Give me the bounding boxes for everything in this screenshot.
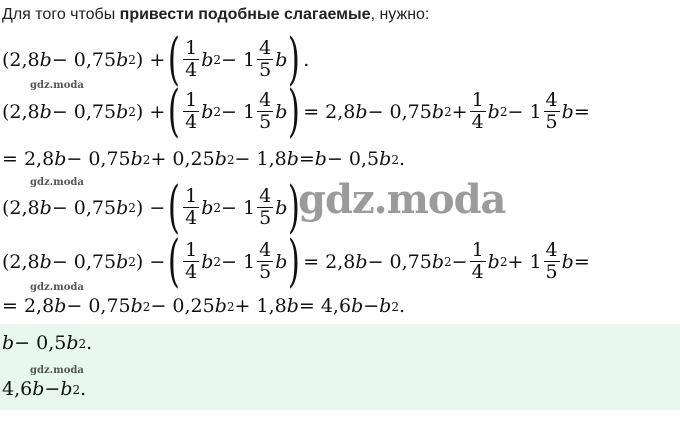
term: = 2,8 xyxy=(303,250,356,273)
fraction xyxy=(183,238,199,284)
term: − 0,75 xyxy=(51,48,117,71)
denominator: 4 xyxy=(471,110,484,133)
denominator: 5 xyxy=(545,260,558,283)
term: − 1 xyxy=(507,100,542,123)
numerator: 4 xyxy=(259,184,272,207)
fraction xyxy=(183,184,199,230)
term: . xyxy=(303,48,310,71)
expression-line-5: (2,8 b − 0,75 b 2 ) − ( $\frac{1}{4}$ b 2 − 1 $\frac{4}{5}$ b ) = 2,8 b − 0,75 b 2 − $\frac{1}{4}$ b 2 + 1 $\frac{4}{5}$ b = xyxy=(2,229,590,294)
paren-group: ( $\frac{1}{4}$ b 2 − 1 $\frac{4}{5}$ b ) xyxy=(168,27,301,92)
denominator: 4 xyxy=(185,206,198,229)
var: b xyxy=(275,196,288,219)
var: b xyxy=(487,250,500,273)
term: ) − xyxy=(135,250,166,273)
term: − 0,75 xyxy=(367,250,432,273)
var: b xyxy=(275,250,288,273)
var: b xyxy=(275,100,288,123)
var: b xyxy=(116,48,129,71)
term: − 0,75 xyxy=(66,295,131,317)
var: b xyxy=(39,250,52,273)
paren-group: ( $\frac{1}{4}$ b 2 − 1 $\frac{4}{5}$ b ) xyxy=(168,175,301,240)
watermark-small: gdz.moda xyxy=(30,282,84,293)
var: b xyxy=(130,148,143,170)
watermark-small: gdz.moda xyxy=(30,365,84,376)
numerator: 4 xyxy=(259,238,272,261)
right-paren: ) xyxy=(288,27,301,92)
term: . xyxy=(398,295,406,317)
var: b xyxy=(355,100,368,123)
var: b xyxy=(275,48,288,71)
fraction xyxy=(470,238,486,284)
term: + 0,25 xyxy=(150,148,215,170)
var: b xyxy=(214,295,227,317)
term: . xyxy=(86,332,93,354)
var: b xyxy=(379,148,392,170)
numerator: 4 xyxy=(259,36,272,59)
term: − 0,5 xyxy=(326,148,380,170)
numerator: 4 xyxy=(259,88,272,111)
fraction xyxy=(257,238,273,284)
var: b xyxy=(214,148,227,170)
numerator: 1 xyxy=(185,88,198,111)
intro-bold: привести подобные слагаемые xyxy=(119,6,371,23)
term: (2,8 xyxy=(2,48,40,71)
intro-post: , нужно: xyxy=(370,6,430,23)
fraction xyxy=(470,88,486,134)
var: b xyxy=(379,295,392,317)
term: − 0,5 xyxy=(14,332,67,354)
var: b xyxy=(116,250,129,273)
denominator: 4 xyxy=(185,58,198,81)
term: = xyxy=(573,100,590,123)
var: b xyxy=(60,378,73,400)
expression-line-4: (2,8 b − 0,75 b 2 ) − ( $\frac{1}{4}$ b 2 − 1 $\frac{4}{5}$ b ) xyxy=(2,175,301,240)
var: b xyxy=(39,100,52,123)
right-paren: ) xyxy=(288,175,301,240)
denominator: 4 xyxy=(185,260,198,283)
var: b xyxy=(54,295,67,317)
left-paren: ( xyxy=(168,27,181,92)
expression-line-2: (2,8 b − 0,75 b 2 ) + ( $\frac{1}{4}$ b 2 − 1 $\frac{4}{5}$ b ) = 2,8 b − 0,75 b 2 + $\frac{1}{4}$ b 2 − 1 $\frac{4}{5}$ b = xyxy=(2,79,590,144)
term: + 1 xyxy=(507,250,542,273)
fraction xyxy=(183,36,199,82)
intro-pre: Для того чтобы xyxy=(2,6,120,23)
numerator: 1 xyxy=(185,36,198,59)
numerator: 4 xyxy=(545,238,558,261)
var: b xyxy=(351,295,364,317)
fraction xyxy=(544,88,560,134)
expression-line-1: (2,8 b − 0,75 b 2 ) + ( $\frac{1}{4}$ b 2 − 1 $\frac{4}{5}$ b ) . xyxy=(2,27,310,92)
numerator: 1 xyxy=(185,238,198,261)
expression-line-3: = 2,8 b − 0,75 b 2 + 0,25 b 2 − 1,8 b = b − 0,5 b 2 . xyxy=(2,148,406,170)
term: + 1,8 xyxy=(234,295,287,317)
left-paren: ( xyxy=(168,79,181,144)
numerator: 1 xyxy=(471,88,484,111)
term: = 2,8 xyxy=(2,295,55,317)
var: b xyxy=(54,148,67,170)
term: − 1 xyxy=(221,100,256,123)
answer-block xyxy=(0,324,680,410)
term: − xyxy=(451,250,468,273)
denominator: 5 xyxy=(259,110,272,133)
var: b xyxy=(39,196,52,219)
var: b xyxy=(201,196,214,219)
term: ) − xyxy=(135,196,166,219)
term: . xyxy=(80,378,87,400)
var: b xyxy=(561,250,574,273)
term: − 1 xyxy=(221,250,256,273)
expression-line-6: = 2,8 b − 0,75 b 2 − 0,25 b 2 + 1,8 b = 4,6 b − b 2 . xyxy=(2,295,406,317)
fraction xyxy=(257,184,273,230)
var: b xyxy=(431,250,445,273)
left-paren: ( xyxy=(168,229,181,294)
term: = 2,8 xyxy=(303,100,356,123)
term: (2,8 xyxy=(2,100,40,123)
denominator: 5 xyxy=(545,110,558,133)
var: b xyxy=(116,196,129,219)
term: ) + xyxy=(135,100,166,123)
var: b xyxy=(116,100,129,123)
fraction xyxy=(183,88,199,134)
var: b xyxy=(286,295,299,317)
denominator: 5 xyxy=(259,206,272,229)
term: . xyxy=(398,148,406,170)
term: − xyxy=(363,295,380,317)
term: (2,8 xyxy=(2,250,40,273)
denominator: 5 xyxy=(259,260,272,283)
var: b xyxy=(355,250,368,273)
term: − 0,75 xyxy=(367,100,432,123)
fraction xyxy=(257,88,273,134)
var: b xyxy=(201,100,214,123)
numerator: 1 xyxy=(185,184,198,207)
var: b xyxy=(487,100,500,123)
term: − 0,75 xyxy=(51,100,117,123)
denominator: 4 xyxy=(185,110,198,133)
term: − 0,75 xyxy=(51,250,117,273)
right-paren: ) xyxy=(288,229,301,294)
numerator: 1 xyxy=(471,238,484,261)
watermark-large: gdz.moda xyxy=(298,176,506,223)
term: = xyxy=(573,250,590,273)
var: b xyxy=(130,295,143,317)
var: b xyxy=(286,148,299,170)
var: b xyxy=(201,250,214,273)
term: − 0,75 xyxy=(66,148,131,170)
answer-line-2: 4,6 b − b 2 . xyxy=(2,378,87,400)
intro-text xyxy=(2,6,429,24)
term: = 2,8 xyxy=(2,148,55,170)
var: b xyxy=(32,378,45,400)
paren-group: ( $\frac{1}{4}$ b 2 − 1 $\frac{4}{5}$ b ) xyxy=(168,229,301,294)
denominator: 5 xyxy=(259,58,272,81)
var: b xyxy=(66,332,79,354)
fraction xyxy=(257,36,273,82)
term: = xyxy=(298,148,315,170)
fraction xyxy=(544,238,560,284)
watermark-small: gdz.moda xyxy=(30,80,84,91)
term: − xyxy=(44,378,61,400)
watermark-small: gdz.moda xyxy=(30,177,84,188)
var: b xyxy=(314,148,327,170)
answer-line-1: b − 0,5 b 2 . xyxy=(2,332,93,354)
var: b xyxy=(2,332,15,354)
term: = 4,6 xyxy=(298,295,352,317)
term: − 1 xyxy=(221,48,256,71)
var: b xyxy=(39,48,52,71)
term: − 1 xyxy=(221,196,256,219)
term: − 1,8 xyxy=(234,148,287,170)
var: b xyxy=(201,48,214,71)
right-paren: ) xyxy=(288,79,301,144)
var: b xyxy=(561,100,574,123)
term: − 0,25 xyxy=(150,295,215,317)
paren-group: ( $\frac{1}{4}$ b 2 − 1 $\frac{4}{5}$ b ) xyxy=(168,79,301,144)
term: 4,6 xyxy=(2,378,33,400)
denominator: 4 xyxy=(471,260,484,283)
var: b xyxy=(431,100,445,123)
term: (2,8 xyxy=(2,196,40,219)
numerator: 4 xyxy=(545,88,558,111)
term: ) + xyxy=(135,48,166,71)
term: − 0,75 xyxy=(51,196,117,219)
term: + xyxy=(451,100,468,123)
left-paren: ( xyxy=(168,175,181,240)
